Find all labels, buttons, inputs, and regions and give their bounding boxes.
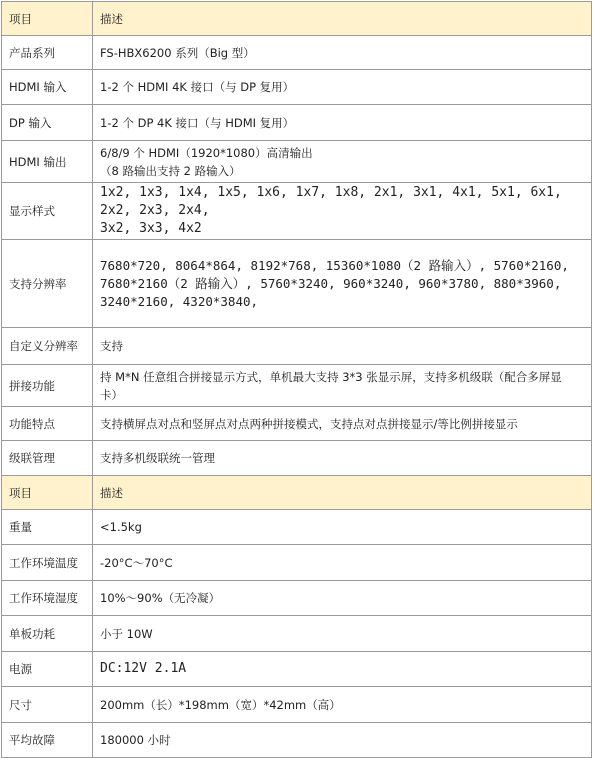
table-row bbox=[2, 652, 592, 687]
table-row bbox=[2, 407, 592, 441]
table-row bbox=[2, 240, 592, 328]
row-label: 支持分辨率 bbox=[2, 240, 93, 328]
row-label: 产品系列 bbox=[2, 36, 93, 70]
row-value bbox=[93, 36, 592, 70]
row-value bbox=[93, 70, 592, 105]
table-row bbox=[2, 687, 592, 723]
row-value bbox=[93, 687, 592, 723]
row-label: 平均故障 bbox=[2, 723, 93, 758]
row-label: 功能特点 bbox=[2, 407, 93, 441]
row-value bbox=[93, 581, 592, 616]
row-label: 自定义分辨率 bbox=[2, 328, 93, 365]
row-value-line: （8 路输出支持 2 路输入） bbox=[100, 163, 241, 178]
row-value-line: 200mm（长）*198mm（宽）*42mm（高） bbox=[100, 697, 341, 712]
row-label: HDMI 输入 bbox=[2, 70, 93, 105]
row-value-line: 1-2 个 DP 4K 接口（与 HDMI 复用） bbox=[100, 115, 295, 130]
table-row bbox=[2, 365, 592, 407]
row-label: 工作环境湿度 bbox=[2, 581, 93, 616]
row-label: 工作环境温度 bbox=[2, 545, 93, 581]
row-value-line: 3240*2160, 4320*3840, bbox=[100, 293, 259, 309]
header-description: 描述 bbox=[93, 476, 592, 510]
row-label: DP 输入 bbox=[2, 105, 93, 141]
row-value-line: FS-HBX6200 系列（Big 型） bbox=[100, 45, 255, 60]
row-value bbox=[93, 723, 592, 758]
row-value bbox=[93, 616, 592, 652]
table-row bbox=[2, 616, 592, 652]
row-label: 尺寸 bbox=[2, 687, 93, 723]
row-value bbox=[93, 510, 592, 545]
table-row bbox=[2, 441, 592, 476]
row-value-line: DC:12V 2.1A bbox=[100, 661, 187, 676]
header-item: 项目 bbox=[2, 2, 93, 36]
row-value-line: 3x2, 3x3, 4x2 bbox=[100, 221, 202, 236]
row-label: 电源 bbox=[2, 652, 93, 687]
row-value-line: -20°C～70°C bbox=[100, 555, 173, 570]
row-value bbox=[93, 105, 592, 141]
table-header-row bbox=[2, 476, 592, 510]
table-row bbox=[2, 581, 592, 616]
table-row bbox=[2, 36, 592, 70]
row-label: 重量 bbox=[2, 510, 93, 545]
row-value-line: 1-2 个 HDMI 4K 接口（与 DP 复用） bbox=[100, 80, 295, 94]
row-value-line: 180000 小时 bbox=[100, 733, 171, 747]
table-row bbox=[2, 183, 592, 240]
row-value bbox=[93, 141, 592, 183]
row-value bbox=[93, 365, 592, 407]
header-item: 项目 bbox=[2, 476, 93, 510]
row-value bbox=[93, 441, 592, 476]
row-value-line: <1.5kg bbox=[100, 520, 142, 534]
row-value bbox=[93, 183, 592, 240]
row-value bbox=[93, 328, 592, 365]
table-row bbox=[2, 545, 592, 581]
row-label: 单板功耗 bbox=[2, 616, 93, 652]
row-value-line: 支持横屏点对点和竖屏点对点两种拼接模式，支持点对点拼接显示/等比例拼接显示 bbox=[100, 416, 518, 431]
table-row bbox=[2, 723, 592, 758]
table-row bbox=[2, 328, 592, 365]
row-label: HDMI 输出 bbox=[2, 141, 93, 183]
table-header-row bbox=[2, 2, 592, 36]
row-value bbox=[93, 545, 592, 581]
row-value bbox=[93, 240, 592, 328]
row-value-line: 6/8/9 个 HDMI（1920*1080）高清输出 bbox=[100, 145, 313, 160]
row-value-line: 7680*720, 8064*864, 8192*768, 15360*1080（2 路输入）, 5760*2160, bbox=[100, 257, 569, 273]
row-value bbox=[93, 407, 592, 441]
row-value-line: 持 M*N 任意组合拼接显示方式，单机最大支持 3*3 张显示屏，支持多机级联（配合多屏显 bbox=[100, 369, 562, 384]
row-value-line: 10%～90%（无冷凝） bbox=[100, 591, 221, 605]
row-value-line: 小于 10W bbox=[100, 626, 153, 641]
table-row bbox=[2, 105, 592, 141]
row-value-line: 支持 bbox=[100, 339, 123, 353]
header-description: 描述 bbox=[93, 2, 592, 36]
spec-table bbox=[1, 1, 592, 758]
row-label: 拼接功能 bbox=[2, 365, 93, 407]
row-value bbox=[93, 652, 592, 687]
row-value-line: 7680*2160（2 路输入）, 5760*3240, 960*3240, 960*3780, 880*3960, bbox=[100, 275, 562, 291]
table-row bbox=[2, 141, 592, 183]
row-value-line: 卡） bbox=[100, 387, 123, 402]
table-row bbox=[2, 70, 592, 105]
table-row bbox=[2, 510, 592, 545]
row-label: 显示样式 bbox=[2, 183, 93, 240]
row-value-line: 支持多机级联统一管理 bbox=[100, 451, 215, 465]
row-value-line: 1x2, 1x3, 1x4, 1x5, 1x6, 1x7, 1x8, 2x1, 3x1, 4x1, 5x1, 6x1, 2x2, 2x3, 2x4, bbox=[100, 185, 562, 218]
row-label: 级联管理 bbox=[2, 441, 93, 476]
